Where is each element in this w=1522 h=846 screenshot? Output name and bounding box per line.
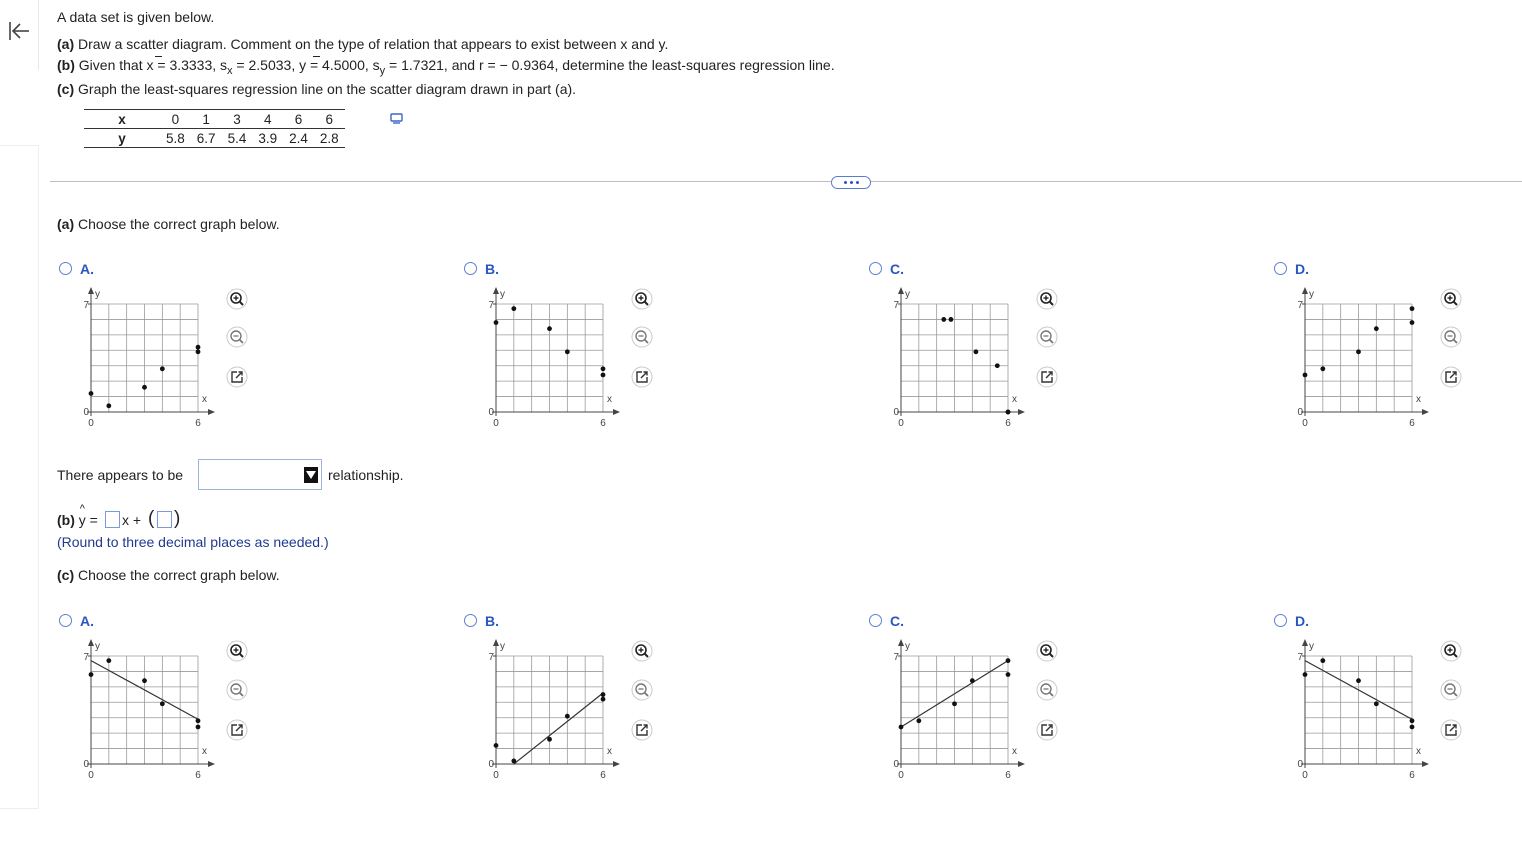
part-a-option-b-radio[interactable] xyxy=(464,262,477,275)
back-button[interactable] xyxy=(0,0,39,70)
y-axis-label: y xyxy=(905,289,910,300)
zoom-out-icon[interactable] xyxy=(1440,679,1462,701)
zoom-in-icon[interactable] xyxy=(631,640,653,662)
data-point xyxy=(142,385,147,390)
data-point xyxy=(160,701,165,706)
regression-line xyxy=(514,693,603,764)
y-tick-label-zero: 0 xyxy=(488,759,494,770)
x-axis-arrow xyxy=(613,409,620,415)
graph-grid xyxy=(901,304,1008,412)
part-a-option-a-radio[interactable] xyxy=(59,262,72,275)
y-axis-label: y xyxy=(1309,289,1314,300)
data-point xyxy=(949,317,954,322)
x-axis-label: x xyxy=(1012,394,1017,405)
dropdown-caret-icon xyxy=(304,467,318,483)
graph-a-B xyxy=(477,284,627,444)
y-axis-arrow xyxy=(898,287,904,294)
data-point xyxy=(511,306,516,311)
graph-grid xyxy=(91,304,198,412)
data-point xyxy=(196,345,201,350)
y-tick-label-top: 7 xyxy=(1297,652,1303,663)
data-point xyxy=(1356,349,1361,354)
data-point xyxy=(601,373,606,378)
graph-grid xyxy=(1305,304,1412,412)
data-point xyxy=(995,363,1000,368)
open-new-window-icon[interactable] xyxy=(1440,719,1462,741)
part-a-option-c-label[interactable]: C. xyxy=(890,261,904,277)
data-point xyxy=(1410,320,1415,325)
data-point xyxy=(916,718,921,723)
y-axis-label: y xyxy=(500,289,505,300)
part-c-option-d-label[interactable]: D. xyxy=(1295,613,1309,629)
x-tick-label-zero: 0 xyxy=(88,418,94,429)
data-point xyxy=(196,718,201,723)
x-axis-arrow xyxy=(1018,409,1025,415)
x-tick-label-zero: 0 xyxy=(493,418,499,429)
x-axis-label: x xyxy=(1012,746,1017,757)
y-tick-label-top: 7 xyxy=(488,300,494,311)
y-tick-label-top: 7 xyxy=(83,300,89,311)
data-point xyxy=(601,697,606,702)
data-point xyxy=(1303,672,1308,677)
y-axis-label: y xyxy=(905,641,910,652)
part-c-instruction: (c) Graph the least-squares regression line on the scatter diagram drawn in part (a). xyxy=(57,81,577,97)
y-tick-label-zero: 0 xyxy=(1297,407,1303,418)
x-tick-label-end: 6 xyxy=(600,418,606,429)
data-point xyxy=(1410,718,1415,723)
data-point xyxy=(941,317,946,322)
data-point xyxy=(494,320,499,325)
part-b-instruction: (b) Given that x = 3.3333, $s_x = 2.5033$, y = 4.5000, $s_y = 1.7321$, and r = − 0.9364, determine the least-squares regression line. xyxy=(57,57,835,77)
data-point xyxy=(1006,410,1011,415)
x-tick-label-end: 6 xyxy=(195,418,201,429)
y-axis-arrow xyxy=(898,639,904,646)
x-axis-arrow xyxy=(613,761,620,767)
data-point xyxy=(196,725,201,730)
x-axis-arrow xyxy=(1422,761,1429,767)
intro-text: A data set is given below. xyxy=(57,9,215,25)
x-axis-label: x xyxy=(607,394,612,405)
x-tick-label-end: 6 xyxy=(1409,770,1415,781)
data-point xyxy=(899,725,904,730)
x-tick-label-zero: 0 xyxy=(898,418,904,429)
data-point xyxy=(106,403,111,408)
zoom-out-icon[interactable] xyxy=(226,679,248,701)
graph-a-C xyxy=(882,284,1032,444)
zoom-in-icon[interactable] xyxy=(1440,640,1462,662)
ybar-overline xyxy=(313,56,320,57)
relationship-suffix: relationship. xyxy=(328,467,404,483)
data-point xyxy=(160,366,165,371)
graph-c-B xyxy=(477,636,627,796)
open-new-window-icon[interactable] xyxy=(226,366,248,388)
data-point xyxy=(1303,373,1308,378)
data-point xyxy=(974,349,979,354)
data-point xyxy=(1320,366,1325,371)
left-rail xyxy=(0,145,39,809)
dot-icon xyxy=(856,181,859,184)
open-new-window-icon[interactable] xyxy=(226,719,248,741)
part-c-option-c-radio[interactable] xyxy=(869,614,882,627)
data-point xyxy=(1410,725,1415,730)
data-point xyxy=(952,701,957,706)
x-axis-label: x xyxy=(607,746,612,757)
y-tick-label-top: 7 xyxy=(893,300,899,311)
paren-open: ( xyxy=(148,508,155,529)
open-new-window-icon[interactable] xyxy=(1036,366,1058,388)
part-c-option-d-radio[interactable] xyxy=(1274,614,1287,627)
part-a-option-b-label[interactable]: B. xyxy=(485,261,499,277)
open-new-window-icon[interactable] xyxy=(1036,719,1058,741)
graph-grid xyxy=(496,304,603,412)
zoom-out-icon[interactable] xyxy=(1036,326,1058,348)
data-point xyxy=(547,737,552,742)
y-axis-arrow xyxy=(493,639,499,646)
part-c-prompt: (c) Choose the correct graph below. xyxy=(57,567,280,583)
graph-grid xyxy=(901,656,1008,764)
graph-c-D xyxy=(1286,636,1436,796)
part-c-option-c-label[interactable]: C. xyxy=(890,613,904,629)
data-point xyxy=(1320,658,1325,663)
slope-input[interactable] xyxy=(105,511,120,528)
part-c-option-a-label[interactable]: A. xyxy=(80,613,94,629)
data-point xyxy=(106,658,111,663)
x-tick-label-end: 6 xyxy=(600,770,606,781)
x-tick-label-zero: 0 xyxy=(493,770,499,781)
x-axis-label: x xyxy=(1416,394,1421,405)
x-tick-label-zero: 0 xyxy=(898,770,904,781)
arrow-left-icon xyxy=(8,20,30,42)
y-axis-arrow xyxy=(88,639,94,646)
graph-c-A xyxy=(72,636,222,796)
y-axis-label: y xyxy=(95,641,100,652)
y-tick-label-zero: 0 xyxy=(893,759,899,770)
zoom-out-icon[interactable] xyxy=(631,326,653,348)
part-a-option-c-radio[interactable] xyxy=(869,262,882,275)
xbar-overline xyxy=(155,56,162,57)
part-a-option-d-label[interactable]: D. xyxy=(1295,261,1309,277)
data-point xyxy=(565,349,570,354)
part-b-equation: (b) y ^ = xyxy=(57,503,98,528)
part-c-option-b-radio[interactable] xyxy=(464,614,477,627)
section-divider xyxy=(50,181,1522,182)
paren-close: ) xyxy=(174,508,181,529)
data-point xyxy=(601,366,606,371)
rounding-hint: (Round to three decimal places as needed.) xyxy=(57,534,329,550)
copy-data-icon[interactable] xyxy=(390,113,404,125)
graph-grid xyxy=(496,656,603,764)
dot-icon xyxy=(850,181,853,184)
x-axis-label: x xyxy=(202,746,207,757)
y-tick-label-zero: 0 xyxy=(893,407,899,418)
y-tick-label-top: 7 xyxy=(83,652,89,663)
zoom-in-icon[interactable] xyxy=(226,640,248,662)
graph-a-A xyxy=(72,284,222,444)
intercept-input[interactable] xyxy=(157,511,172,528)
zoom-out-icon[interactable] xyxy=(1440,326,1462,348)
zoom-out-icon[interactable] xyxy=(631,679,653,701)
zoom-in-icon[interactable] xyxy=(1036,640,1058,662)
y-axis-label: y xyxy=(95,289,100,300)
y-hat: y ^ xyxy=(78,503,86,528)
zoom-in-icon[interactable] xyxy=(226,288,248,310)
zoom-in-icon[interactable] xyxy=(631,288,653,310)
data-point xyxy=(494,743,499,748)
data-point xyxy=(970,678,975,683)
relationship-dropdown[interactable] xyxy=(198,459,322,490)
graph-c-C xyxy=(882,636,1032,796)
part-a-option-a-label[interactable]: A. xyxy=(80,261,94,277)
part-a-option-d-radio[interactable] xyxy=(1274,262,1287,275)
data-point xyxy=(196,349,201,354)
data-point xyxy=(1374,701,1379,706)
x-plus-text: x + xyxy=(122,512,142,528)
zoom-in-icon[interactable] xyxy=(1036,288,1058,310)
data-point xyxy=(1356,678,1361,683)
x-tick-label-zero: 0 xyxy=(1302,418,1308,429)
part-a-prompt: (a) Choose the correct graph below. xyxy=(57,216,280,232)
part-c-option-b-label[interactable]: B. xyxy=(485,613,499,629)
dot-icon xyxy=(844,181,847,184)
y-axis-arrow xyxy=(88,287,94,294)
x-axis-arrow xyxy=(208,409,215,415)
x-axis-label: x xyxy=(202,394,207,405)
data-point xyxy=(1410,306,1415,311)
y-tick-label-top: 7 xyxy=(1297,300,1303,311)
zoom-in-icon[interactable] xyxy=(1440,288,1462,310)
zoom-out-icon[interactable] xyxy=(226,326,248,348)
y-tick-label-top: 7 xyxy=(893,652,899,663)
data-point xyxy=(547,326,552,331)
y-tick-label-top: 7 xyxy=(488,652,494,663)
x-tick-label-end: 6 xyxy=(1005,418,1011,429)
x-tick-label-end: 6 xyxy=(195,770,201,781)
x-axis-arrow xyxy=(1018,761,1025,767)
y-tick-label-zero: 0 xyxy=(83,407,89,418)
data-point xyxy=(601,692,606,697)
open-new-window-icon[interactable] xyxy=(631,719,653,741)
data-point xyxy=(89,672,94,677)
open-new-window-icon[interactable] xyxy=(1440,366,1462,388)
zoom-out-icon[interactable] xyxy=(1036,679,1058,701)
graph-a-D xyxy=(1286,284,1436,444)
expand-more-button[interactable] xyxy=(831,176,871,189)
data-table xyxy=(84,109,345,148)
table-row-y: y 5.8 6.7 5.4 3.9 2.4 2.8 xyxy=(84,129,345,148)
data-point xyxy=(142,678,147,683)
y-axis-arrow xyxy=(493,287,499,294)
x-axis-arrow xyxy=(208,761,215,767)
data-point xyxy=(565,714,570,719)
x-tick-label-end: 6 xyxy=(1409,418,1415,429)
data-point xyxy=(89,391,94,396)
y-axis-label: y xyxy=(1309,641,1314,652)
x-axis-label: x xyxy=(1416,746,1421,757)
y-tick-label-zero: 0 xyxy=(83,759,89,770)
relationship-prefix: There appears to be xyxy=(57,467,184,483)
hat-symbol: ^ xyxy=(79,503,85,515)
data-point xyxy=(1006,658,1011,663)
x-tick-label-zero: 0 xyxy=(88,770,94,781)
part-a-instruction: (a) Draw a scatter diagram. Comment on the type of relation that appears to exist between x and y. xyxy=(57,36,669,52)
data-point xyxy=(511,759,516,764)
y-axis-arrow xyxy=(1302,639,1308,646)
part-c-option-a-radio[interactable] xyxy=(59,614,72,627)
x-axis-arrow xyxy=(1422,409,1429,415)
open-new-window-icon[interactable] xyxy=(631,366,653,388)
data-point xyxy=(1374,326,1379,331)
x-tick-label-zero: 0 xyxy=(1302,770,1308,781)
y-axis-arrow xyxy=(1302,287,1308,294)
y-tick-label-zero: 0 xyxy=(1297,759,1303,770)
y-axis-label: y xyxy=(500,641,505,652)
x-tick-label-end: 6 xyxy=(1005,770,1011,781)
table-row-x: x 0 1 3 4 6 6 xyxy=(84,110,345,129)
data-point xyxy=(1006,672,1011,677)
y-tick-label-zero: 0 xyxy=(488,407,494,418)
